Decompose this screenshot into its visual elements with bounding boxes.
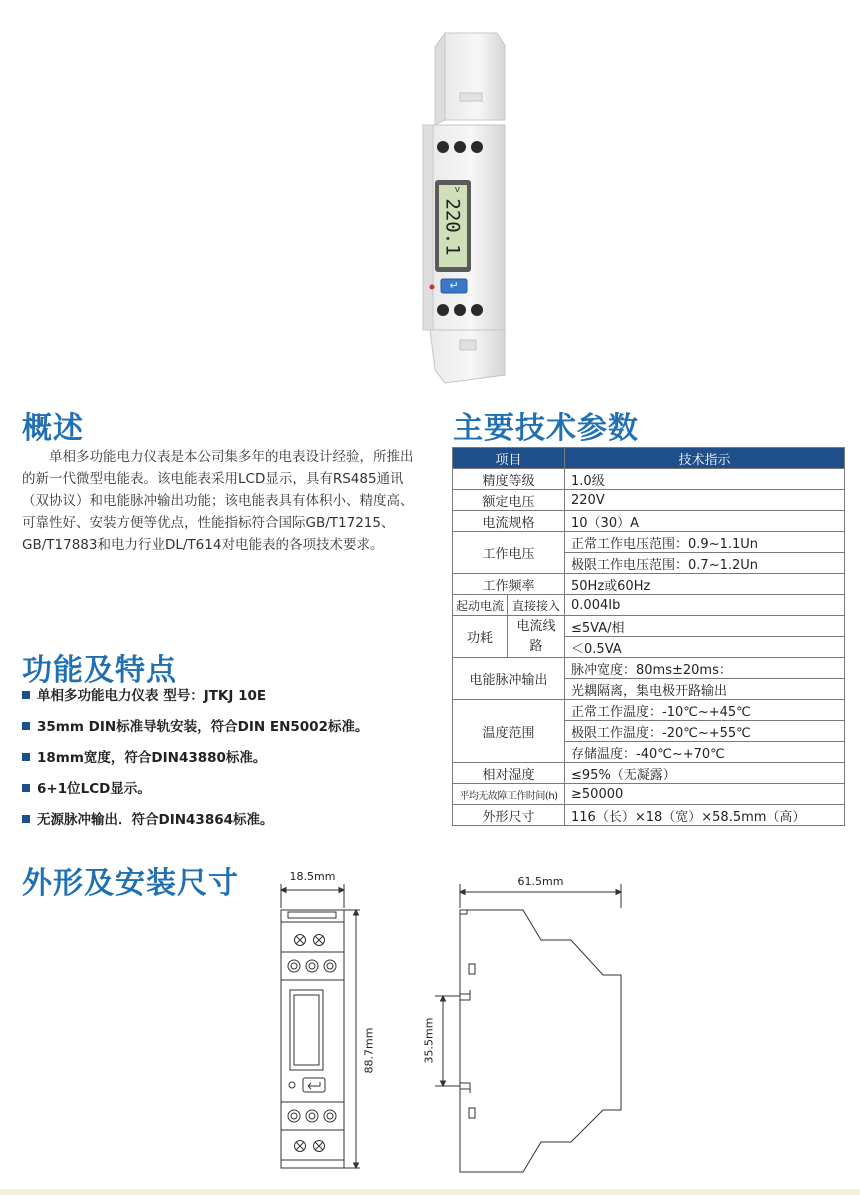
table-row: 外形尺寸 116（长）×18（宽）×58.5mm（高） bbox=[453, 805, 845, 826]
front-width-label: 18.5mm bbox=[289, 870, 336, 883]
feature-item: 单相多功能电力仪表 型号：JTKJ 10E bbox=[22, 686, 422, 707]
features-title: 功能及特点 bbox=[22, 653, 177, 688]
specs-table bbox=[452, 447, 845, 826]
table-row: 电流规格 10（30）A bbox=[453, 511, 845, 532]
table-row: 精度等级 1.0级 bbox=[453, 469, 845, 490]
table-row: ＜0.5VA bbox=[453, 637, 845, 658]
side-rail-label: 35.5mm bbox=[422, 1017, 436, 1063]
overview-text: 单相多功能电力仪表是本公司集多年的电表设计经验，所推出的新一代微型电能表。该电能表采用LCD显示，具有RS485通讯（双协议）和电能脉冲输出功能；该电能表具有体积小、精度高、可靠性好、安装方便等优点，性能指标符合国际GB/T17215、GB/T17883和电力行业DL/T614对电能表的各项技术要求。 bbox=[22, 449, 414, 553]
table-row: 电能脉冲输出 脉冲宽度：80ms±20ms： bbox=[453, 658, 845, 679]
table-row: 工作电压 正常工作电压范围：0.9~1.1Un bbox=[453, 532, 845, 553]
feature-item: 35mm DIN标准导轨安装，符合DIN EN5002标准。 bbox=[22, 717, 422, 738]
lcd-unit: V bbox=[455, 186, 460, 194]
table-row: 功耗 电流线路 ≤5VA/相 bbox=[453, 616, 845, 637]
table-row: 平均无故障工作时间(h) ≥50000 bbox=[453, 784, 845, 805]
footer-strip bbox=[0, 1189, 860, 1195]
front-height-label: 88.7mm bbox=[362, 1027, 376, 1073]
product-photo bbox=[405, 25, 525, 385]
features-list bbox=[22, 686, 422, 831]
front-view-drawing bbox=[270, 870, 380, 1180]
table-row: 存储温度：-40℃~+70℃ bbox=[453, 742, 845, 763]
table-row: 工作频率 50Hz或60Hz bbox=[453, 574, 845, 595]
lcd-reading: 220.1 bbox=[442, 198, 465, 256]
table-row: 相对湿度 ≤95%（无凝露） bbox=[453, 763, 845, 784]
table-row: 极限工作温度：-20℃~+55℃ bbox=[453, 721, 845, 742]
feature-item: 6+1位LCD显示。 bbox=[22, 779, 422, 800]
enter-button: ↵ bbox=[449, 279, 459, 292]
feature-item: 无源脉冲输出．符合DIN43864标准。 bbox=[22, 810, 422, 831]
table-row: 温度范围 正常工作温度：-10℃~+45℃ bbox=[453, 700, 845, 721]
feature-item: 18mm宽度，符合DIN43880标准。 bbox=[22, 748, 422, 769]
side-view-drawing bbox=[415, 870, 640, 1180]
table-row: 极限工作电压范围：0.7~1.2Un bbox=[453, 553, 845, 574]
table-row: 起动电流 直接接入 0.004Ib bbox=[453, 595, 845, 616]
specs-header-row: 项目 技术指示 bbox=[453, 448, 845, 469]
side-depth-label: 61.5mm bbox=[517, 875, 564, 888]
table-row: 光耦隔离，集电极开路输出 bbox=[453, 679, 845, 700]
install-title: 外形及安装尺寸 bbox=[22, 866, 239, 901]
overview-title: 概述 bbox=[22, 411, 84, 446]
table-row: 额定电压 220V bbox=[453, 490, 845, 511]
specs-title: 主要技术参数 bbox=[453, 411, 639, 446]
